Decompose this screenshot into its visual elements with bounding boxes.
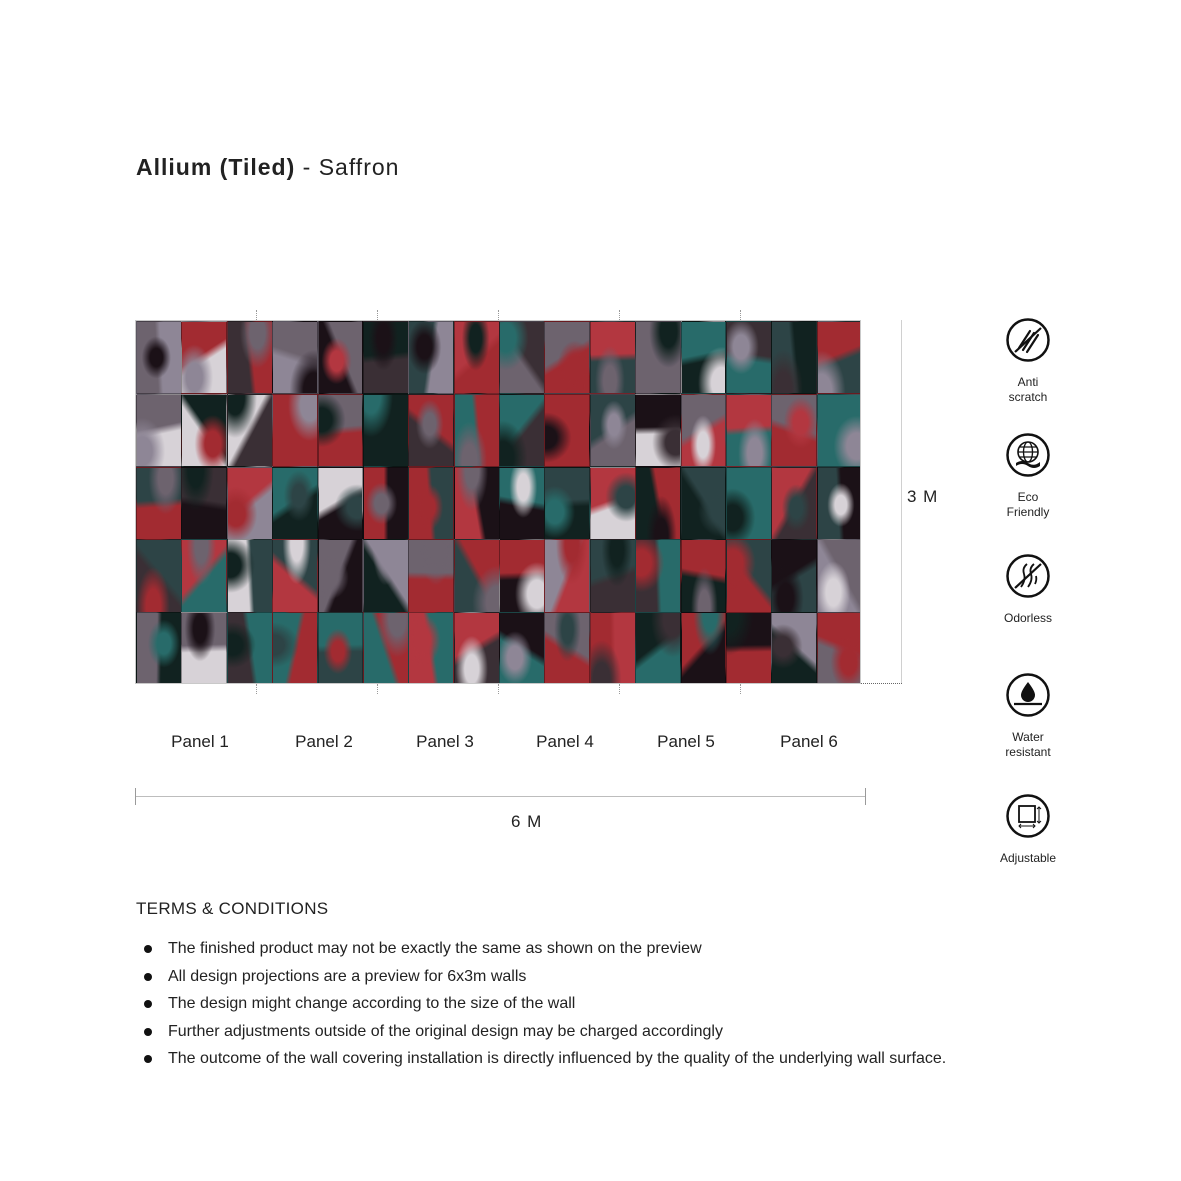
wallpaper-tile: [544, 321, 590, 394]
wallpaper-tile: [771, 467, 817, 540]
panel-divider-tick: [256, 684, 257, 694]
wallpaper-tile: [318, 321, 364, 394]
height-dimension-guide: [861, 683, 902, 684]
wallpaper-tile: [544, 539, 590, 612]
wallpaper-tile: [681, 539, 727, 612]
bullet-icon: [144, 1055, 152, 1063]
wallpaper-tile: [272, 321, 318, 394]
wallpaper-tile: [499, 321, 545, 394]
wallpaper-tile: [635, 394, 681, 467]
wallpaper-tile: [181, 321, 227, 394]
wallpaper-tile: [227, 539, 273, 612]
wallpaper-tile: [181, 612, 227, 684]
wallpaper-tile: [544, 612, 590, 684]
wallpaper-tile: [499, 612, 545, 684]
terms-item: [140, 1048, 946, 1076]
wallpaper-tile: [408, 612, 454, 684]
feature-eco-friendly: [988, 433, 1068, 520]
terms-item: [140, 1021, 946, 1049]
panel-label-2: Panel 2: [295, 732, 353, 751]
wallpaper-tile: [136, 467, 182, 540]
wallpaper-tile: [726, 539, 772, 612]
bullet-icon: [144, 973, 152, 981]
panel-label-4: Panel 4: [536, 732, 594, 751]
wallpaper-tile: [408, 394, 454, 467]
wallpaper-tile: [681, 467, 727, 540]
wallpaper-tile: [590, 539, 636, 612]
wallpaper-tile: [272, 612, 318, 684]
wallpaper-tile: [771, 539, 817, 612]
terms-item-text: Further adjustments outside of the original design may be charged accordingly: [168, 1022, 723, 1040]
wallpaper-tile: [136, 539, 182, 612]
wallpaper-tile: [454, 321, 500, 394]
feature-label: Anti scratch: [1008, 375, 1048, 404]
product-title: [136, 154, 399, 181]
wallpaper-tile: [363, 539, 409, 612]
wallpaper-tile: [318, 539, 364, 612]
wallpaper-tile: [590, 321, 636, 394]
terms-item: [140, 938, 946, 966]
wallpaper-tile: [635, 467, 681, 540]
wallpaper-tile: [499, 539, 545, 612]
terms-item-text: The finished product may not be exactly the same as shown on the preview: [168, 940, 702, 957]
wallpaper-tile: [272, 539, 318, 612]
wallpaper-tile: [227, 612, 273, 684]
panel-label-6: Panel 6: [780, 732, 838, 751]
wallpaper-tile: [318, 467, 364, 540]
wallpaper-tile: [681, 612, 727, 684]
width-dimension-cap: [865, 788, 866, 805]
wallpaper-tile: [318, 612, 364, 684]
height-dimension-line: [901, 320, 902, 684]
panel-divider-tick: [619, 310, 620, 320]
wallpaper-tile: [817, 321, 861, 394]
panel-divider-tick: [498, 310, 499, 320]
panel-divider-tick: [498, 684, 499, 694]
wallpaper-tile: [181, 394, 227, 467]
terms-item-text: The design might change according to the size of the wall: [168, 995, 576, 1013]
feature-water-resistant: [988, 673, 1068, 760]
width-dimension-line: [135, 796, 866, 797]
wallpaper-tile: [181, 539, 227, 612]
panel-divider-tick: [740, 684, 741, 694]
height-dimension-label: 3 M: [907, 487, 939, 506]
wallpaper-tile: [544, 467, 590, 540]
panel-label-5: Panel 5: [657, 732, 715, 751]
wallpaper-tile: [136, 321, 182, 394]
wallpaper-tile: [726, 394, 772, 467]
feature-odorless: [988, 554, 1068, 626]
wallpaper-tile: [499, 467, 545, 540]
wallpaper-tile: [227, 467, 273, 540]
terms-item-text: All design projections are a preview for 6x3m walls: [168, 967, 527, 985]
wallpaper-tile: [681, 321, 727, 394]
feature-label: Adjustable: [999, 851, 1057, 865]
wallpaper-tile: [499, 394, 545, 467]
terms-item: [140, 993, 946, 1021]
eco-friendly-icon: [1006, 433, 1050, 477]
wallpaper-tile: [771, 321, 817, 394]
terms-item: [140, 966, 946, 994]
anti-scratch-icon: [1006, 318, 1050, 362]
wallpaper-tile: [771, 394, 817, 467]
panel-label-3: Panel 3: [416, 732, 474, 751]
feature-adjustable: [988, 794, 1068, 866]
wallpaper-tile: [590, 612, 636, 684]
width-dimension-cap: [135, 788, 136, 805]
wallpaper-tile: [590, 467, 636, 540]
terms-item-text: The outcome of the wall covering installation is directly influenced by the quality of the underlying wall surface.: [168, 1050, 947, 1068]
wallpaper-tile: [136, 612, 182, 684]
panel-divider-tick: [256, 310, 257, 320]
wallpaper-tile: [181, 467, 227, 540]
feature-label: Water resistant: [1005, 730, 1051, 759]
wallpaper-tile: [726, 467, 772, 540]
wallpaper-tile: [544, 394, 590, 467]
wallpaper-tile: [363, 321, 409, 394]
product-name: Allium (Tiled): [136, 154, 296, 180]
wallpaper-tile: [635, 612, 681, 684]
title-separator: -: [295, 154, 319, 180]
wallpaper-tile: [817, 539, 861, 612]
wallpaper-tile: [454, 394, 500, 467]
wallpaper-tile: [635, 321, 681, 394]
wallpaper-tile: [363, 394, 409, 467]
panel-divider-tick: [619, 684, 620, 694]
width-dimension-label: 6 M: [511, 812, 543, 831]
product-variant: Saffron: [318, 154, 400, 180]
wallpaper-tile: [363, 467, 409, 540]
feature-anti-scratch: [988, 318, 1068, 405]
wallpaper-tile: [817, 394, 861, 467]
wallpaper-tile: [817, 612, 861, 684]
wallpaper-tile: [454, 467, 500, 540]
water-resistant-icon: [1006, 673, 1050, 717]
terms-title: TERMS & CONDITIONS: [136, 899, 329, 918]
feature-label: Odorless: [1003, 611, 1053, 625]
wallpaper-tile: [363, 612, 409, 684]
wallpaper-tile: [227, 394, 273, 467]
wallpaper-preview: [135, 320, 861, 684]
wallpaper-tile: [272, 394, 318, 467]
wallpaper-tile: [318, 394, 364, 467]
wallpaper-tile: [136, 394, 182, 467]
adjustable-icon: [1006, 794, 1050, 838]
wallpaper-tile: [726, 612, 772, 684]
wallpaper-tile: [227, 321, 273, 394]
wallpaper-tile: [726, 321, 772, 394]
wallpaper-tile: [408, 539, 454, 612]
bullet-icon: [144, 1000, 152, 1008]
bullet-icon: [144, 945, 152, 953]
bullet-icon: [144, 1028, 152, 1036]
wallpaper-tile: [454, 539, 500, 612]
wallpaper-tile: [408, 467, 454, 540]
wallpaper-tile: [408, 321, 454, 394]
terms-list: [140, 938, 946, 1076]
wallpaper-tile: [590, 394, 636, 467]
panel-divider-tick: [377, 684, 378, 694]
odorless-icon: [1006, 554, 1050, 598]
panel-divider-tick: [377, 310, 378, 320]
feature-label: Eco Friendly: [1006, 490, 1050, 519]
wallpaper-tile: [771, 612, 817, 684]
wallpaper-tile: [681, 394, 727, 467]
wallpaper-tile: [817, 467, 861, 540]
panel-label-1: Panel 1: [171, 732, 229, 751]
wallpaper-tile: [272, 467, 318, 540]
panel-divider-tick: [740, 310, 741, 320]
wallpaper-tile: [635, 539, 681, 612]
wallpaper-tile: [454, 612, 500, 684]
